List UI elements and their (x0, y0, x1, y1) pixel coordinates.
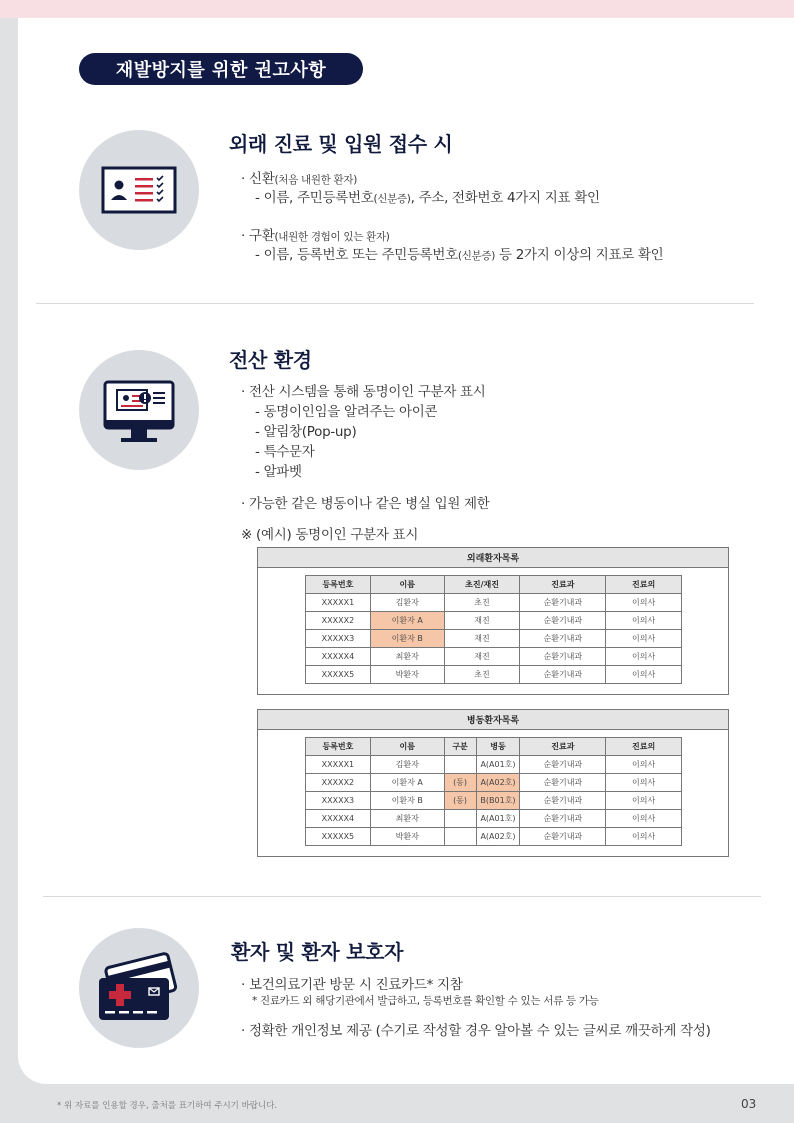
table-cell: XXXXX2 (306, 612, 371, 630)
it-line-example: ※ (예시) 동명이인 구분자 표시 (241, 527, 419, 543)
it-line-4: - 특수문자 (255, 444, 315, 460)
table-cell-highlighted: A(A02호) (476, 774, 520, 792)
table-cell: 이의사 (606, 594, 682, 612)
column-header: 등록번호 (306, 738, 371, 756)
table-row (306, 630, 682, 648)
table-header-row (306, 738, 682, 756)
table-cell: 이의사 (606, 666, 682, 684)
reception-line-returning-patient-detail: - 이름, 등록번호 또는 주민등록번호(신분증) 등 2가지 이상의 지표로 확인 (255, 247, 664, 263)
table-cell: XXXXX3 (306, 792, 371, 810)
table-cell-highlighted: (동) (444, 792, 476, 810)
page-number: 03 (741, 1097, 757, 1111)
table-cell: A(A02호) (476, 828, 520, 846)
table-cell (444, 756, 476, 774)
table-cell: 순환기내과 (520, 756, 606, 774)
table-cell: 최환자 (370, 810, 444, 828)
table-row (306, 774, 682, 792)
table-cell-highlighted: B(B01호) (476, 792, 520, 810)
it-line-5: - 알파벳 (255, 464, 302, 480)
table-cell: 이의사 (606, 828, 682, 846)
column-header: 등록번호 (306, 576, 371, 594)
table-row (306, 828, 682, 846)
table-cell: 박환자 (370, 666, 444, 684)
table-cell: 이의사 (606, 774, 682, 792)
table-cell: 이의사 (606, 648, 682, 666)
table-row (306, 756, 682, 774)
reception-line-returning-patient: · 구환(내원한 경험이 있는 환자) (241, 228, 390, 244)
column-header: 진료의 (606, 738, 682, 756)
table-cell: 김환자 (370, 756, 444, 774)
table-row (306, 666, 682, 684)
table-cell: 순환기내과 (520, 810, 606, 828)
column-header: 이름 (370, 576, 444, 594)
table-row (306, 810, 682, 828)
reception-line-new-patient-detail: - 이름, 주민등록번호(신분증), 주소, 전화번호 4가지 지표 확인 (255, 190, 600, 206)
table-cell: 순환기내과 (520, 792, 606, 810)
it-line-1: · 전산 시스템을 통해 동명이인 구분자 표시 (241, 384, 486, 400)
table-cell: 순환기내과 (520, 648, 606, 666)
it-line-6: · 가능한 같은 병동이나 같은 병실 입원 제한 (241, 496, 490, 512)
table-cell-highlighted: 이환자 A (370, 612, 444, 630)
column-header: 병동 (476, 738, 520, 756)
table-cell: XXXXX2 (306, 774, 371, 792)
section-title-reception: 외래 진료 및 입원 접수 시 (229, 132, 453, 156)
table-cell: 박환자 (370, 828, 444, 846)
divider (36, 303, 754, 304)
column-header: 진료의 (606, 576, 682, 594)
table-row (306, 612, 682, 630)
table-cell: XXXXX3 (306, 630, 371, 648)
table-cell: 이의사 (606, 810, 682, 828)
table-cell: 이의사 (606, 630, 682, 648)
column-header: 초진/재진 (444, 576, 520, 594)
column-header: 이름 (370, 738, 444, 756)
table-row (306, 648, 682, 666)
divider (43, 896, 761, 897)
id-card-checklist-icon (79, 130, 199, 250)
table-cell: 초진 (444, 594, 520, 612)
table-cell: 순환기내과 (520, 612, 606, 630)
computer-monitor-icon (79, 350, 199, 470)
section-title-patient-guardian: 환자 및 환자 보호자 (231, 940, 404, 964)
table-cell: 순환기내과 (520, 594, 606, 612)
table-cell: 재진 (444, 648, 520, 666)
footer-citation-note: * 위 자료를 인용할 경우, 출처를 표기하여 주시기 바랍니다. (57, 1101, 278, 1111)
table-cell: 김환자 (370, 594, 444, 612)
ward-table (305, 737, 682, 846)
table-cell: XXXXX1 (306, 594, 371, 612)
table-row (306, 792, 682, 810)
it-line-3: - 알림창(Pop-up) (255, 424, 357, 440)
table-cell: A(A01호) (476, 810, 520, 828)
it-line-2: - 동명이인임을 알려주는 아이콘 (255, 404, 438, 420)
table-cell: A(A01호) (476, 756, 520, 774)
outpatient-table (305, 575, 682, 684)
column-header: 진료과 (520, 738, 606, 756)
table-cell: 이환자 B (370, 792, 444, 810)
table-cell: XXXXX4 (306, 648, 371, 666)
table-cell: 이의사 (606, 756, 682, 774)
table-cell: 초진 (444, 666, 520, 684)
table-cell: 순환기내과 (520, 630, 606, 648)
table-cell: 이의사 (606, 612, 682, 630)
table-cell: 최환자 (370, 648, 444, 666)
table-cell: 순환기내과 (520, 828, 606, 846)
reception-line-new-patient: · 신환(처음 내원한 환자) (241, 171, 358, 187)
patient-line-2: · 정확한 개인정보 제공 (수기로 작성할 경우 알아볼 수 있는 글씨로 깨끗하게 작성) (241, 1023, 711, 1039)
table-cell: 재진 (444, 612, 520, 630)
medical-card-icon (79, 928, 199, 1048)
section-title-it-environment: 전산 환경 (229, 348, 312, 372)
table-cell: 재진 (444, 630, 520, 648)
table-cell: 순환기내과 (520, 666, 606, 684)
table-header-row (306, 576, 682, 594)
section-pill-title: 재발방지를 위한 권고사항 (79, 53, 363, 85)
top-band (0, 0, 794, 18)
table-cell-highlighted: 이환자 B (370, 630, 444, 648)
table-cell: XXXXX5 (306, 828, 371, 846)
column-header: 구분 (444, 738, 476, 756)
table-cell: XXXXX5 (306, 666, 371, 684)
table-cell: 순환기내과 (520, 774, 606, 792)
table-cell (444, 810, 476, 828)
patient-line-1: · 보건의료기관 방문 시 진료카드* 지참 (241, 977, 463, 993)
table-cell: 이환자 A (370, 774, 444, 792)
ward-list-title: 병동환자목록 (258, 710, 728, 730)
column-header: 진료과 (520, 576, 606, 594)
table-cell: XXXXX4 (306, 810, 371, 828)
table-cell (444, 828, 476, 846)
table-cell: XXXXX1 (306, 756, 371, 774)
outpatient-list-title: 외래환자목록 (258, 548, 728, 568)
table-cell-highlighted: (동) (444, 774, 476, 792)
table-row (306, 594, 682, 612)
patient-line-note: * 진료카드 외 해당기관에서 발급하고, 등록번호를 확인할 수 있는 서류 등 가능 (252, 995, 599, 1007)
table-cell: 이의사 (606, 792, 682, 810)
